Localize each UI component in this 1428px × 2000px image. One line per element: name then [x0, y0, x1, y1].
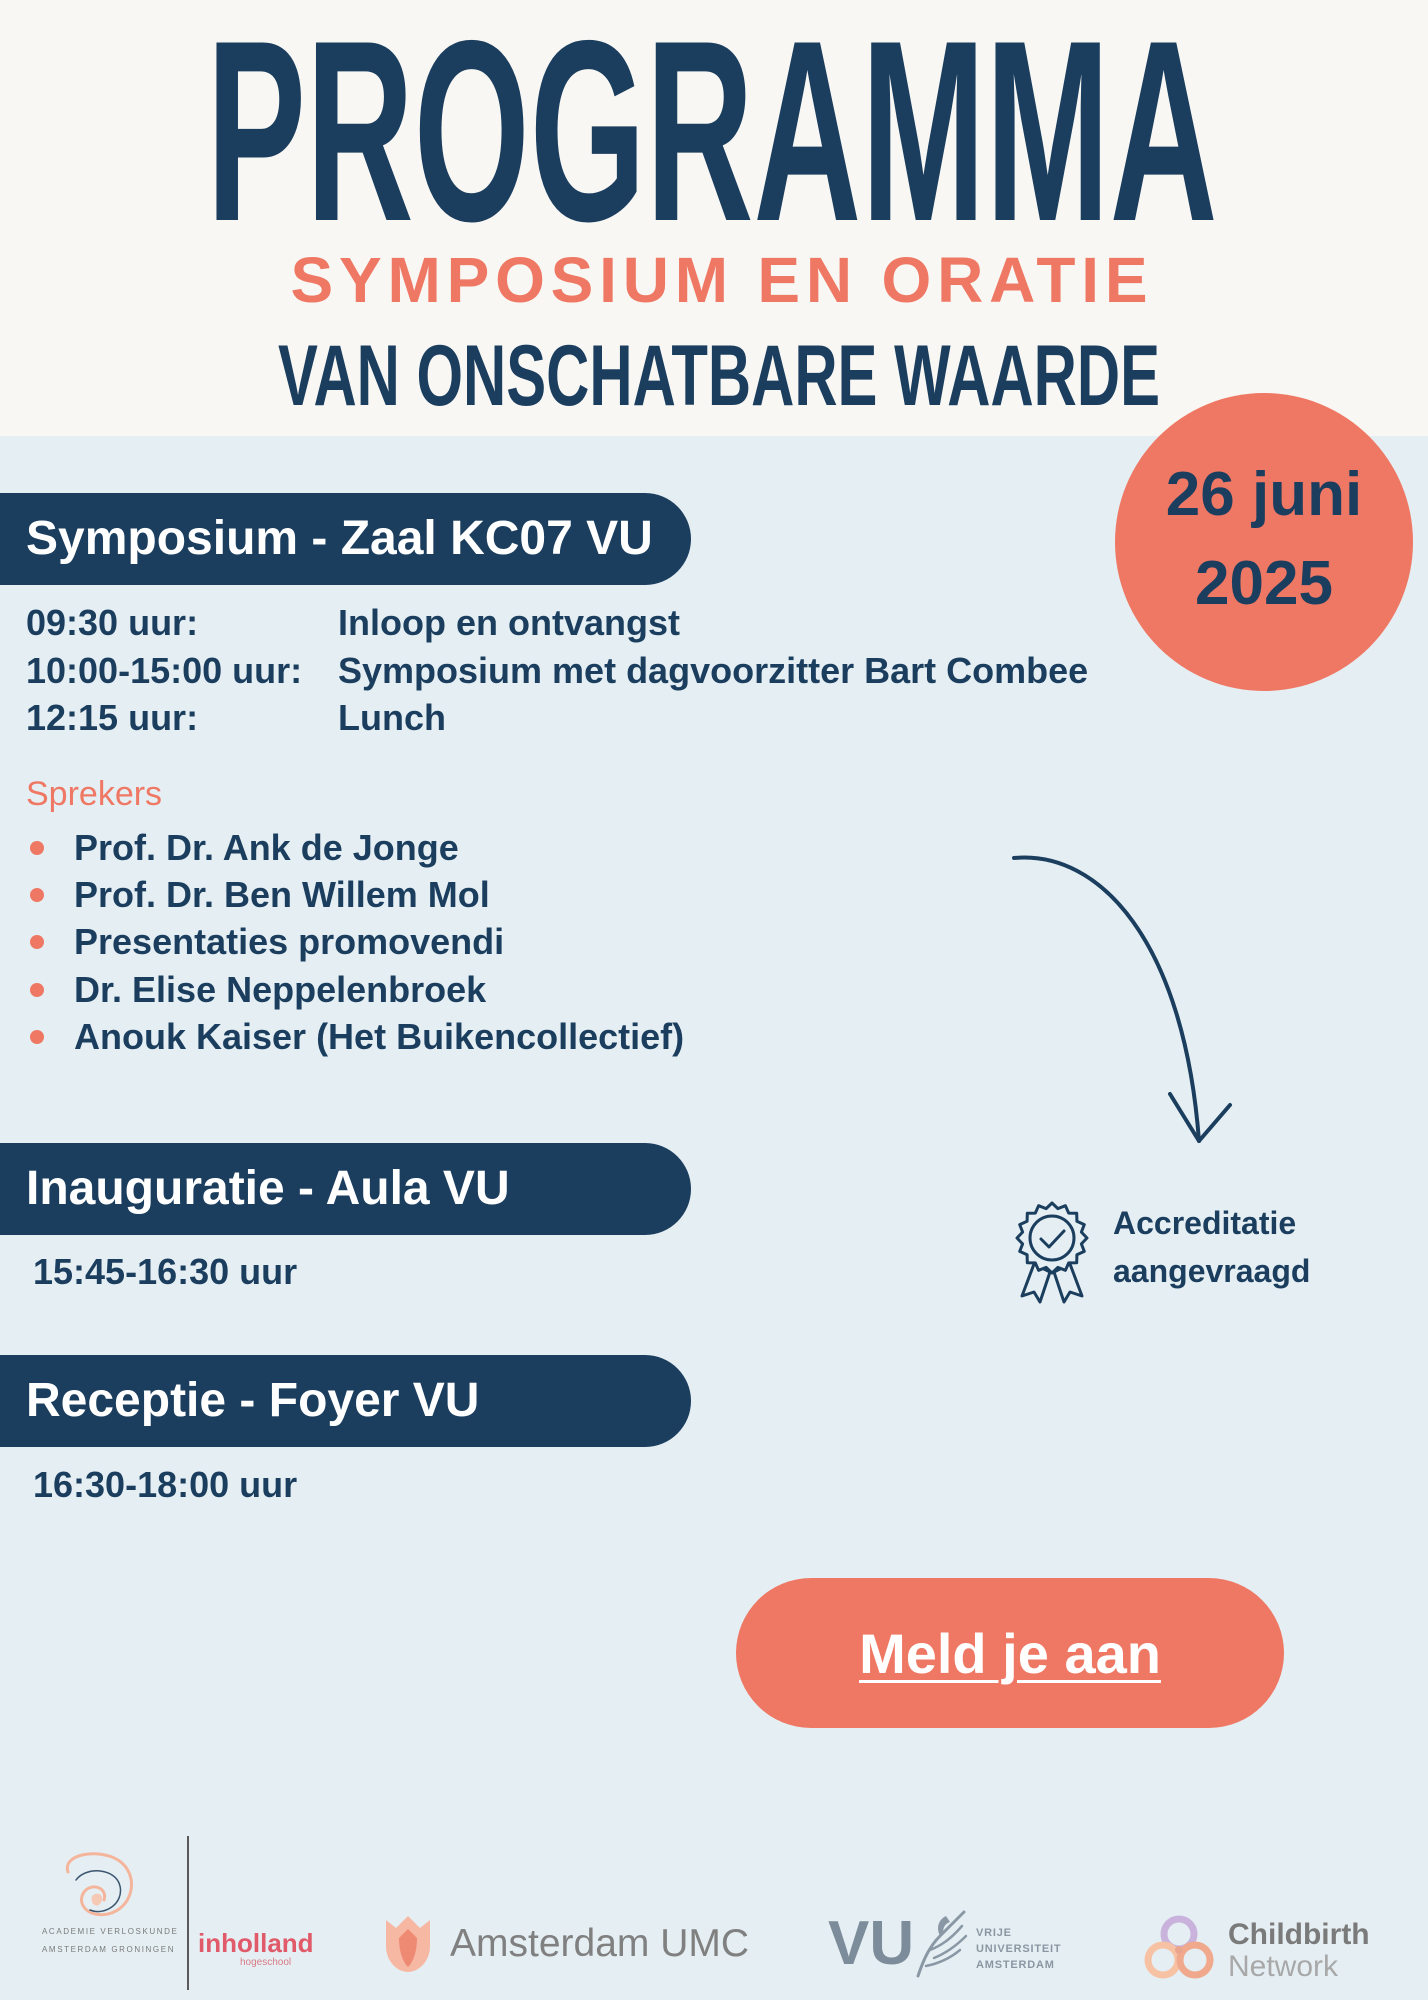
- schedule-time: 10:00-15:00 uur:: [26, 650, 303, 691]
- academie-logo-line1: ACADEMIE VERLOSKUNDE: [42, 1927, 179, 1936]
- inholland-logo-sub: hogeschool: [240, 1957, 292, 1968]
- curved-arrow-icon: [980, 830, 1260, 1170]
- speaker-name: Prof. Dr. Ben Willem Mol: [74, 874, 490, 915]
- receptie-time: 16:30-18:00 uur: [33, 1464, 298, 1505]
- inauguratie-time: 15:45-16:30 uur: [33, 1251, 298, 1292]
- register-button-label[interactable]: Meld je aan: [859, 1621, 1161, 1685]
- vu-logo-line3: AMSTERDAM: [976, 1959, 1055, 1971]
- bullet-dot-icon: [30, 935, 44, 949]
- speaker-name: Prof. Dr. Ank de Jonge: [74, 827, 459, 868]
- speaker-name: Anouk Kaiser (Het Buikencollectief): [74, 1016, 685, 1057]
- childbirth-network-logo-line1: Childbirth: [1228, 1918, 1370, 1951]
- bullet-dot-icon: [30, 888, 44, 902]
- logo-divider: [187, 1836, 189, 1990]
- bullet-dot-icon: [30, 841, 44, 855]
- date-badge: [1115, 393, 1413, 691]
- inauguratie-heading: Inauguratie - Aula VU: [26, 1162, 510, 1215]
- symposium-heading: Symposium - Zaal KC07 VU: [26, 512, 653, 565]
- receptie-heading: Receptie - Foyer VU: [26, 1374, 480, 1427]
- academie-verloskunde-logo: [46, 1846, 150, 1926]
- page-tagline: VAN ONSCHATBARE WAARDE: [278, 328, 1160, 424]
- vu-logo-line2: UNIVERSITEIT: [976, 1943, 1062, 1955]
- schedule-time: 12:15 uur:: [26, 697, 199, 738]
- symposium-heading-bar: [0, 493, 691, 585]
- award-badge-icon: [1012, 1200, 1092, 1304]
- vu-logo-mark: VU: [828, 1909, 915, 1978]
- amsterdam-umc-tulip-icon: [382, 1912, 434, 1974]
- inauguratie-heading-bar: [0, 1143, 691, 1235]
- date-day-month: 26 juni: [1165, 460, 1363, 529]
- speaker-item: [0, 1013, 720, 1061]
- header-titles: [0, 0, 1428, 436]
- amsterdam-umc-logo: Amsterdam UMC: [450, 1922, 750, 1965]
- accreditation-line1: Accreditatie: [1113, 1205, 1297, 1241]
- page-title: PROGRAMMA: [206, 0, 1218, 275]
- bullet-dot-icon: [30, 1030, 44, 1044]
- speakers-label: Sprekers: [26, 775, 163, 813]
- schedule-desc: Symposium met dagvoorzitter Bart Combee: [338, 650, 1089, 691]
- register-button[interactable]: [736, 1578, 1284, 1728]
- speaker-item: [0, 918, 720, 966]
- speaker-name: Presentaties promovendi: [74, 921, 505, 962]
- inholland-logo: inholland: [198, 1928, 314, 1958]
- speaker-item: [0, 824, 720, 872]
- date-year: 2025: [1195, 549, 1333, 618]
- page-subtitle: SYMPOSIUM EN ORATIE: [290, 244, 1148, 316]
- speaker-item: [0, 966, 720, 1014]
- vu-logo-line1: VRIJE: [976, 1927, 1012, 1939]
- schedule-desc: Lunch: [338, 697, 446, 738]
- speaker-name: Dr. Elise Neppelenbroek: [74, 969, 487, 1010]
- academie-logo-line2: AMSTERDAM GRONINGEN: [42, 1945, 176, 1954]
- bullet-dot-icon: [30, 983, 44, 997]
- schedule-desc: Inloop en ontvangst: [338, 602, 680, 643]
- accreditation-line2: aangevraagd: [1113, 1253, 1311, 1289]
- vu-griffin-icon: [910, 1906, 970, 1982]
- schedule-time: 09:30 uur:: [26, 602, 199, 643]
- speaker-item: [0, 871, 720, 919]
- childbirth-network-logo-line2: Network: [1228, 1950, 1339, 1983]
- receptie-heading-bar: [0, 1355, 691, 1447]
- childbirth-network-icon: [1139, 1912, 1219, 1984]
